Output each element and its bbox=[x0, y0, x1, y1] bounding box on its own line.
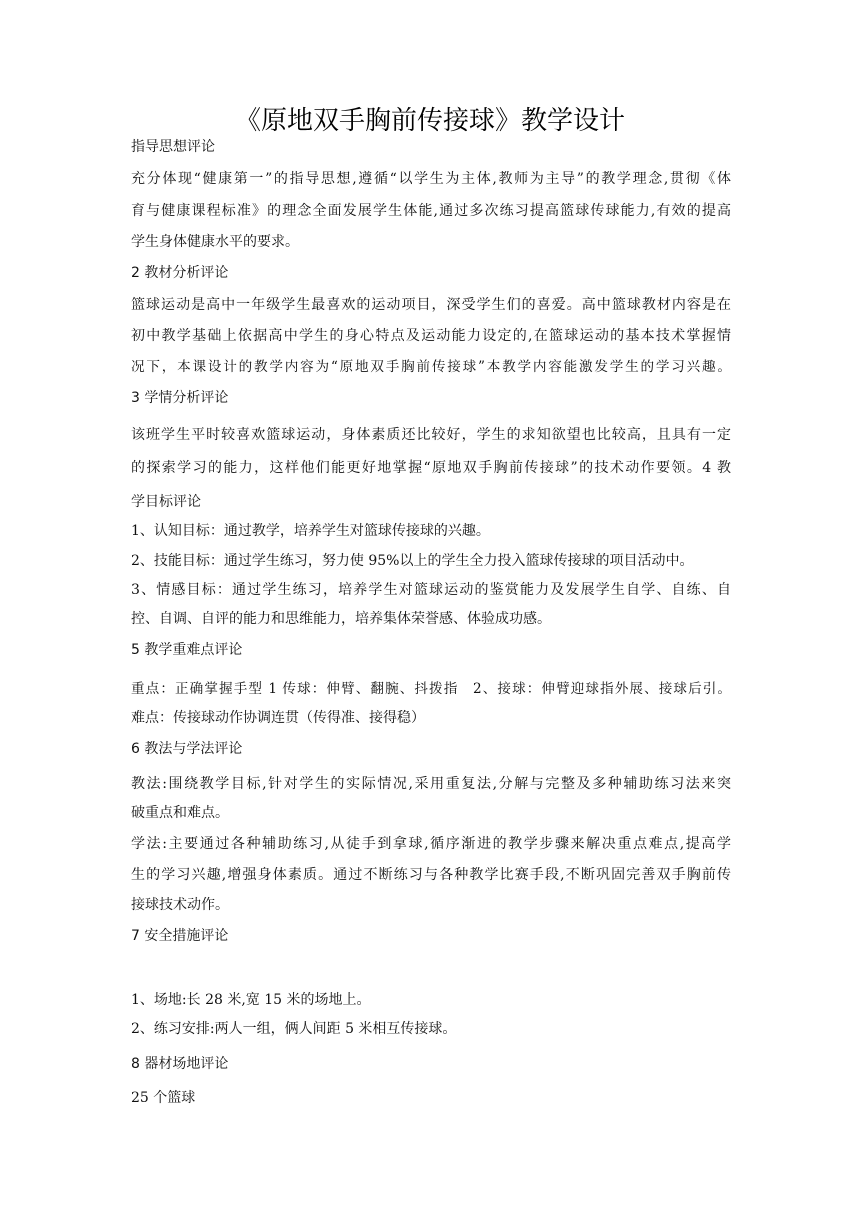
section-heading: 指导思想评论 bbox=[131, 139, 215, 155]
paragraph-line: 难点：传接球动作协调连贯（传得准、接得稳） bbox=[131, 710, 425, 726]
document-title: 《原地双手胸前传接球》教学设计 bbox=[234, 106, 625, 136]
paragraph-line: 的探索学习的能力，这样他们能更好地掌握“原地双手胸前传接球”的技术动作要领。4 教 bbox=[131, 460, 731, 476]
paragraph-line: 初中教学基础上依据高中学生的身心特点及运动能力设定的,在篮球运动的基本技术掌握情 bbox=[131, 328, 731, 344]
list-item: 2、技能目标：通过学生练习，努力使 95%以上的学生全力投入篮球传接球的项目活动中。 bbox=[131, 553, 694, 569]
section-heading: 5 教学重难点评论 bbox=[131, 642, 243, 658]
paragraph-line: 该班学生平时较喜欢篮球运动，身体素质还比较好，学生的求知欲望也比较高，且具有一定 bbox=[131, 427, 731, 443]
paragraph-line: 学目标评论 bbox=[131, 494, 201, 510]
paragraph-line: 况下，本课设计的教学内容为“原地双手胸前传接球”本教学内容能激发学生的学习兴趣。 bbox=[131, 359, 731, 375]
list-item: 控、自调、自评的能力和思维能力，培养集体荣誉感、体验成功感。 bbox=[131, 611, 551, 627]
paragraph-line: 充分体现“健康第一”的指导思想,遵循“以学生为主体,教师为主导”的教学理念,贯彻《体 bbox=[131, 171, 731, 187]
paragraph-line: 破重点和难点。 bbox=[131, 805, 229, 821]
paragraph-line: 学生身体健康水平的要求。 bbox=[131, 234, 299, 250]
section-heading: 8 器材场地评论 bbox=[131, 1056, 229, 1072]
paragraph-line: 教法:围绕教学目标,针对学生的实际情况,采用重复法,分解与完整及多种辅助练习法来突 bbox=[131, 776, 731, 792]
list-item: 1、场地:长 28 米,宽 15 米的场地上。 bbox=[131, 992, 371, 1008]
paragraph-line: 生的学习兴趣,增强身体素质。通过不断练习与各种教学比赛手段,不断巩固完善双手胸前传 bbox=[131, 867, 731, 883]
section-heading: 2 教材分析评论 bbox=[131, 265, 229, 281]
list-item: 3、情感目标：通过学生练习，培养学生对篮球运动的鉴赏能力及发展学生自学、自练、自 bbox=[131, 582, 731, 598]
paragraph-line: 重点：正确掌握手型 1 传球：伸臂、翻腕、抖拨指 2、接球：伸臂迎球指外展、接球后引。 bbox=[131, 681, 731, 697]
paragraph-line: 接球技术动作。 bbox=[131, 897, 229, 913]
list-item: 2、练习安排:两人一组，俩人间距 5 米相互传接球。 bbox=[131, 1021, 457, 1037]
paragraph-line: 篮球运动是高中一年级学生最喜欢的运动项目，深受学生们的喜爱。高中篮球教材内容是在 bbox=[131, 297, 731, 313]
section-heading: 3 学情分析评论 bbox=[131, 390, 229, 406]
section-heading: 7 安全措施评论 bbox=[131, 928, 229, 944]
section-heading: 6 教法与学法评论 bbox=[131, 741, 243, 757]
paragraph-line: 学法:主要通过各种辅助练习,从徒手到拿球,循序渐进的教学步骤来解决重点难点,提高学 bbox=[131, 836, 731, 852]
paragraph-line: 育与健康课程标准》的理念全面发展学生体能,通过多次练习提高篮球传球能力,有效的提高 bbox=[131, 203, 731, 219]
list-item: 1、认知目标：通过教学，培养学生对篮球传接球的兴趣。 bbox=[131, 523, 490, 539]
paragraph-line: 25 个篮球 bbox=[131, 1090, 196, 1106]
